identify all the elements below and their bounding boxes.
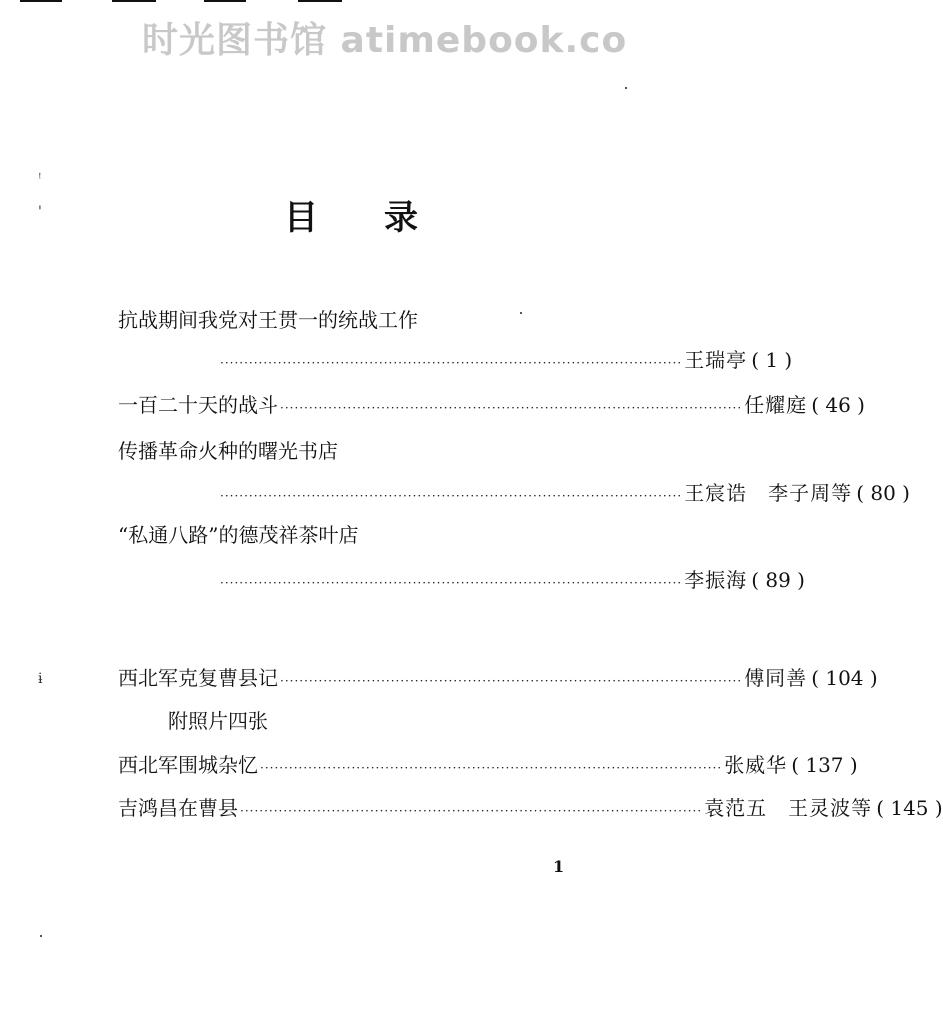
toc-title: 吉鸿昌在曹县 — [118, 796, 238, 820]
toc-author: 袁范五 王灵波等 — [704, 796, 873, 820]
toc-page: ( 89 ) — [751, 568, 805, 592]
toc-author: 王宸诰 李子周等 — [684, 481, 853, 505]
margin-mark: ꜝ — [38, 171, 42, 187]
toc-entry-title: “私通八路”的德茂祥茶叶店 — [118, 523, 359, 547]
scan-speck — [625, 87, 627, 89]
top-rule — [112, 0, 156, 2]
scan-speck — [40, 935, 42, 937]
top-rule — [298, 0, 342, 2]
toc-entry — [118, 793, 943, 823]
toc-page: ( 145 ) — [876, 796, 943, 820]
toc-author: 张威华 — [724, 753, 788, 777]
toc-author: 李振海 — [684, 568, 748, 592]
margin-mark: ꞌ — [38, 204, 42, 220]
toc-entry-detail — [118, 478, 910, 508]
toc-page: ( 137 ) — [791, 753, 858, 777]
toc-author: 王瑞亭 — [684, 348, 748, 372]
leader-dots — [260, 753, 722, 783]
toc-title: 西北军围城杂忆 — [118, 753, 258, 777]
leader-dots — [280, 666, 742, 696]
toc-page: ( 80 ) — [856, 481, 910, 505]
toc-entry-detail — [118, 345, 793, 375]
leader-dots — [220, 348, 682, 378]
toc-entry — [118, 663, 878, 693]
toc-entry — [118, 390, 865, 420]
watermark: 时光图书馆 atimebook.co — [142, 20, 628, 61]
toc-subnote: 附照片四张 — [168, 709, 268, 733]
toc-entry-title: 抗战期间我党对王贯一的统战工作 — [118, 308, 418, 332]
leader-dots — [220, 568, 682, 598]
toc-page: ( 46 ) — [811, 393, 865, 417]
leader-dots — [280, 393, 742, 423]
leader-dots — [220, 481, 682, 511]
top-rule — [204, 0, 246, 2]
title-char: 目 — [284, 198, 318, 238]
toc-title: 西北军克复曹县记 — [118, 666, 278, 690]
top-rule — [20, 0, 62, 2]
leader-dots — [240, 796, 702, 826]
toc-page: ( 1 ) — [751, 348, 793, 372]
title-char: 录 — [384, 198, 418, 238]
toc-page: ( 104 ) — [811, 666, 878, 690]
toc-entry-title: 传播革命火种的曙光书店 — [118, 439, 338, 463]
toc-author: 傅同善 — [744, 666, 808, 690]
toc-entry — [118, 750, 858, 780]
toc-title: 一百二十天的战斗 — [118, 393, 278, 417]
margin-mark: ɨ — [38, 671, 43, 687]
toc-entry-detail — [118, 565, 805, 595]
toc-author: 任耀庭 — [744, 393, 808, 417]
page-number: 1 — [553, 857, 565, 876]
